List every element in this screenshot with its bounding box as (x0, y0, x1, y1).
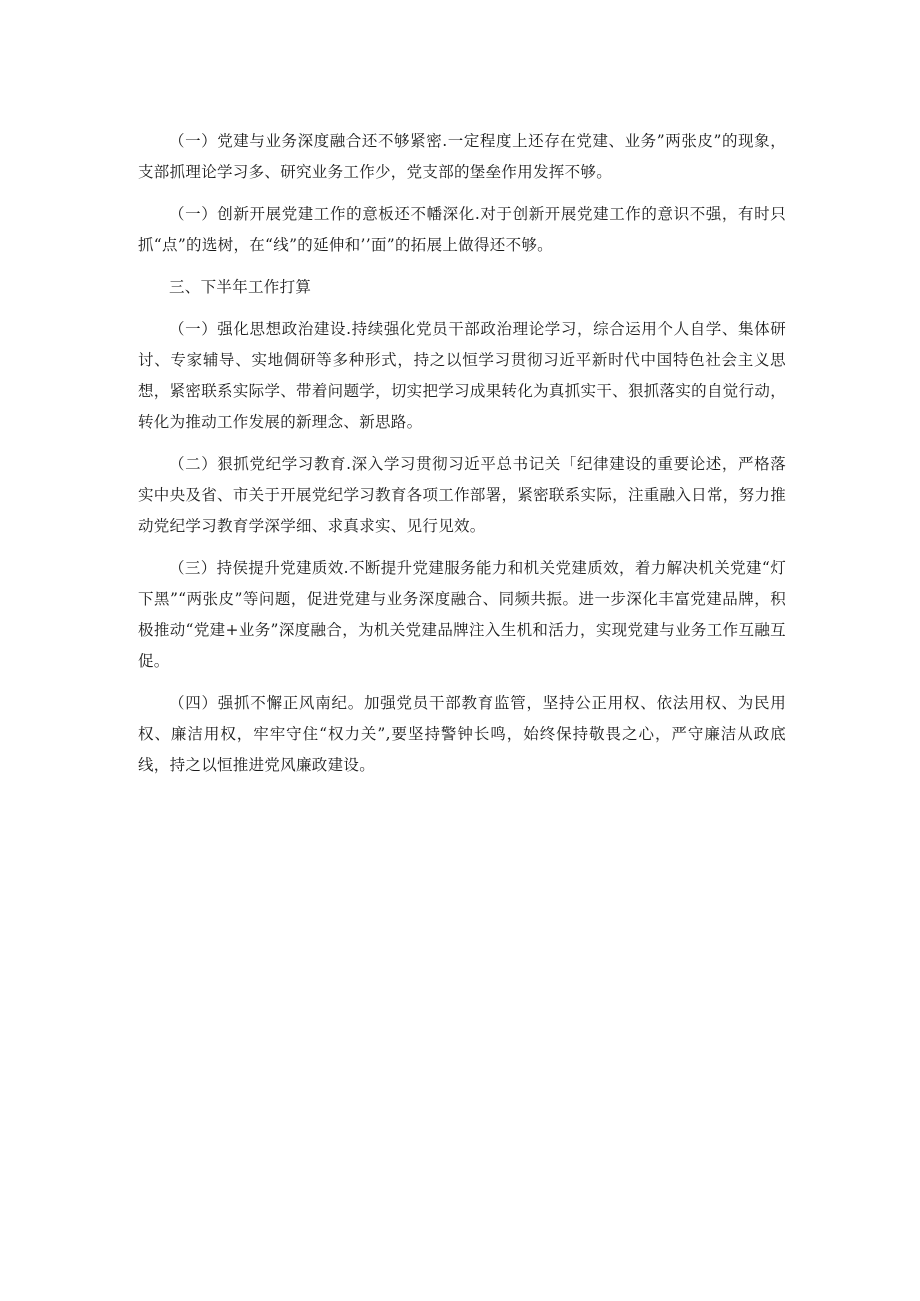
paragraph-plan-2: （二）狠抓党纪学习教育.深入学习贯彻习近平总书记关「纪律建设的重要论述，严格落实中央及省、市关于开展党纪学习教育各项工作部署，紧密联系实际，注重融入日常，努力推动党纪学习教育学深学细、求真求实、见行见效。 (138, 455, 786, 535)
paragraph-problem-2: （一）创新开展党建工作的意板还不幡深化.对于创新开展党建工作的意识不强，有时只抓“点”的选树，在“线”的延伸和’’面”的拓展上做得还不够。 (138, 205, 786, 254)
paragraph-plan-4: （四）强抓不懈正风南纪。加强党员干部教育监管，坚持公正用权、依法用权、为民用权、廉洁用权，牢牢守住“权力关”,要坚持警钟长鸣，始终保持敬畏之心，严守廉洁从政底线，持之以恒推进党风廉政建设。 (138, 694, 786, 774)
paragraph-plan-1: （一）强化思想政治建设.持续强化党员干部政治理论学习，综合运用个人自学、集体研讨、专家辅导、实地倜研等多种形式，持之以恒学习贯彻习近平新时代中国特色社会主义思想，紧密联系实际学、带着问题学，切实把学习成果转化为真抓实干、狠抓落实的自觉行动，转化为推动工作发展的新理念、新思路。 (138, 320, 786, 431)
paragraph-problem-1: （一）党建与业务深度融合还不够紧密.一定程度上还存在党建、业务”两张皮”的现象，支部抓理论学习多、研究业务工作少，党支部的堡垒作用发挥不够。 (138, 132, 786, 181)
document-page (138, 126, 786, 792)
section-heading: 三、下半年工作打算 (169, 278, 312, 296)
paragraph-plan-3: （三）持侯提升党建质效.不断提升党建服务能力和机关党建质效，着力解决机关党建“灯下黑”“两张皮”等问题，促进党建与业务深度融合、同频共振。进一步深化丰富党建品牌，积极推动“党建+业务”深度融合，为机关党建品牌注入生机和活力，实现党建与业务工作互融互促。 (138, 559, 786, 670)
